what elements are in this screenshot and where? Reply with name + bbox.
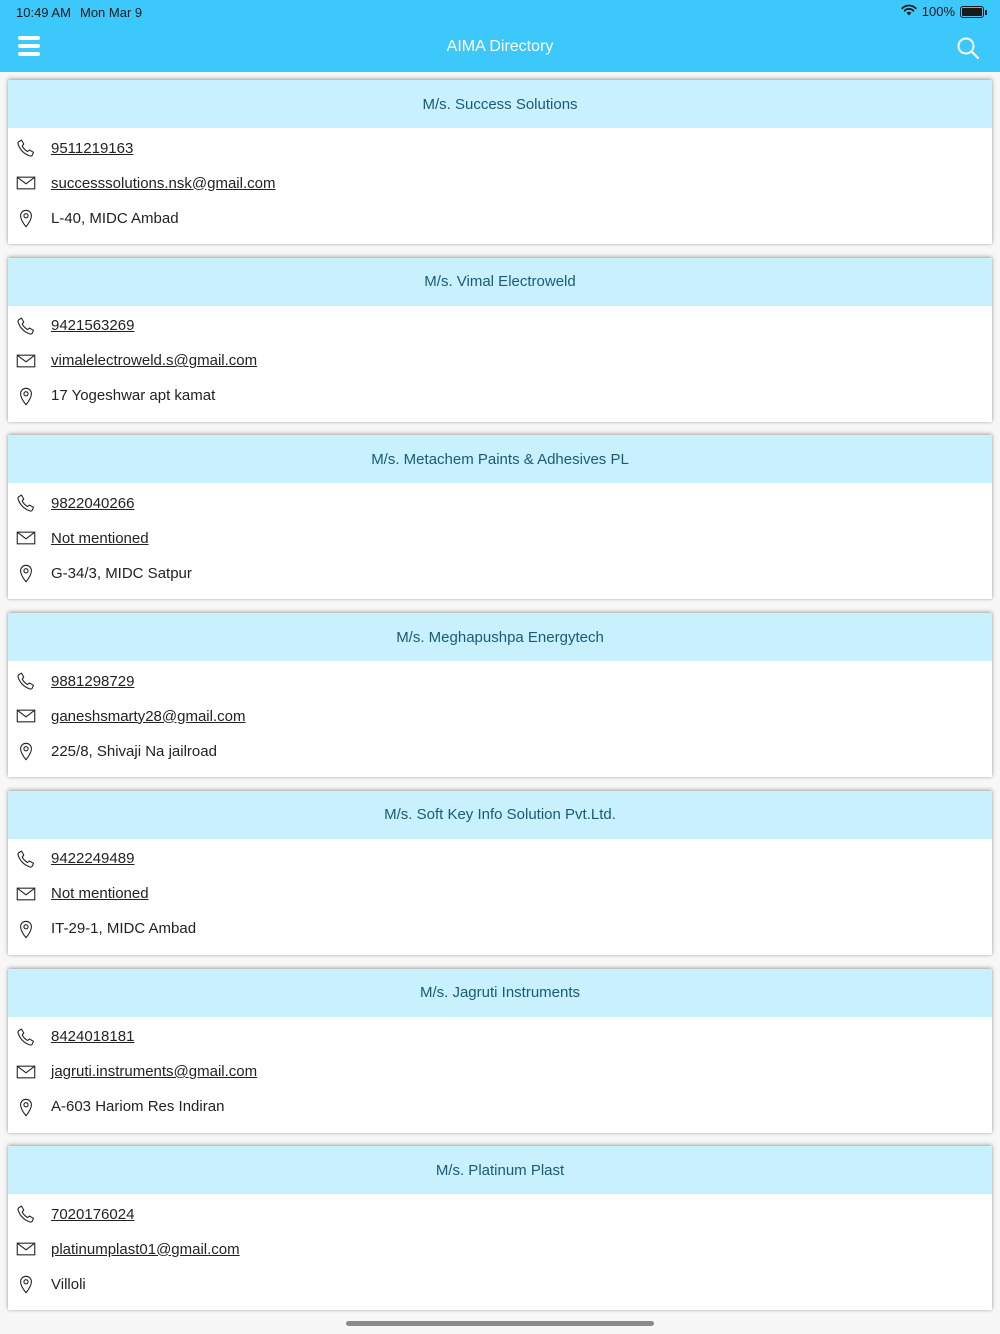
phone-link[interactable]: 8424018181 xyxy=(51,1028,135,1045)
contact-card[interactable] xyxy=(8,969,992,1133)
phone-link[interactable]: 9881298729 xyxy=(51,672,135,690)
contact-card[interactable] xyxy=(8,1146,992,1310)
wifi-icon xyxy=(901,4,917,19)
address-row xyxy=(16,1272,86,1296)
phone-row xyxy=(16,136,133,160)
envelope-icon xyxy=(16,173,36,193)
envelope-icon xyxy=(16,1239,36,1259)
company-name: M/s. Meghapushpa Energytech xyxy=(8,613,992,661)
contact-card[interactable] xyxy=(8,258,992,422)
phone-icon xyxy=(16,1027,36,1047)
page-title: AIMA Directory xyxy=(446,38,554,55)
address-text: IT-29-1, MIDC Ambad xyxy=(51,920,197,938)
phone-icon xyxy=(16,849,36,869)
email-row xyxy=(16,349,257,373)
company-name: M/s. Success Solutions xyxy=(8,80,992,128)
battery-percent: 100% xyxy=(921,4,955,19)
envelope-icon xyxy=(16,1062,36,1082)
phone-row xyxy=(16,314,134,338)
email-row xyxy=(16,526,149,550)
phone-row xyxy=(16,847,134,871)
battery-icon xyxy=(960,6,984,18)
location-pin-icon xyxy=(16,208,36,228)
contact-card[interactable] xyxy=(8,80,992,244)
status-right xyxy=(901,4,984,19)
home-indicator[interactable] xyxy=(346,1321,654,1326)
phone-row xyxy=(16,1202,134,1226)
email-row xyxy=(16,1060,257,1084)
email-row xyxy=(16,171,275,195)
company-name: M/s. Platinum Plast xyxy=(8,1146,992,1194)
phone-row xyxy=(16,1025,134,1049)
company-name: M/s. Metachem Paints & Adhesives PL xyxy=(8,435,992,483)
envelope-icon xyxy=(16,351,36,371)
phone-link[interactable]: 9511219163 xyxy=(51,139,134,157)
nav-bar xyxy=(0,24,1000,72)
address-text: 17 Yogeshwar apt kamat xyxy=(51,387,216,405)
phone-link[interactable]: 7020176024 xyxy=(51,1205,135,1223)
address-text: L-40, MIDC Ambad xyxy=(51,209,179,227)
phone-row xyxy=(16,491,134,515)
phone-link[interactable]: 9822040266 xyxy=(51,494,135,512)
location-pin-icon xyxy=(16,1097,36,1117)
company-name: M/s. Jagruti Instruments xyxy=(8,969,992,1017)
phone-icon xyxy=(16,671,36,691)
status-time: 10:49 AM xyxy=(16,5,71,20)
location-pin-icon xyxy=(16,563,36,583)
envelope-icon xyxy=(16,706,36,726)
email-link[interactable]: successsolutions.nsk@gmail.com xyxy=(51,174,276,192)
status-bar xyxy=(0,0,1000,24)
address-row xyxy=(16,384,215,408)
address-row xyxy=(16,206,179,230)
location-pin-icon xyxy=(16,386,36,406)
phone-link[interactable]: 9422249489 xyxy=(51,850,135,868)
envelope-icon xyxy=(16,884,36,904)
location-pin-icon xyxy=(16,1274,36,1294)
address-text: Villoli xyxy=(51,1275,86,1293)
address-text: A-603 Hariom Res Indiran xyxy=(51,1098,225,1115)
contact-card[interactable] xyxy=(8,613,992,777)
contact-card[interactable] xyxy=(8,435,992,599)
address-row xyxy=(16,917,196,941)
email-row xyxy=(16,1237,240,1261)
phone-icon xyxy=(16,493,36,513)
address-row xyxy=(16,1095,224,1119)
search-icon[interactable] xyxy=(956,36,980,60)
address-row xyxy=(16,739,217,763)
phone-link[interactable]: 9421563269 xyxy=(51,317,135,335)
address-text: 225/8, Shivaji Na jailroad xyxy=(51,742,217,760)
status-date: Mon Mar 9 xyxy=(80,5,143,20)
contact-list[interactable] xyxy=(0,72,1000,1334)
email-link[interactable]: jagruti.instruments@gmail.com xyxy=(51,1063,258,1080)
company-name: M/s. Soft Key Info Solution Pvt.Ltd. xyxy=(8,791,992,839)
email-row xyxy=(16,882,149,906)
email-row xyxy=(16,704,245,728)
envelope-icon xyxy=(16,528,36,548)
battery-fill xyxy=(962,8,982,16)
contact-card[interactable] xyxy=(8,791,992,955)
phone-row xyxy=(16,669,134,693)
phone-icon xyxy=(16,138,36,158)
email-link[interactable]: platinumplast01@gmail.com xyxy=(51,1240,240,1258)
phone-icon xyxy=(16,316,36,336)
company-name: M/s. Vimal Electroweld xyxy=(8,258,992,306)
location-pin-icon xyxy=(16,741,36,761)
email-link[interactable]: vimalelectroweld.s@gmail.com xyxy=(51,352,258,370)
location-pin-icon xyxy=(16,919,36,939)
email-link[interactable]: ganeshsmarty28@gmail.com xyxy=(51,707,246,725)
email-link[interactable]: Not mentioned xyxy=(51,885,149,903)
address-row xyxy=(16,561,192,585)
phone-icon xyxy=(16,1204,36,1224)
email-link[interactable]: Not mentioned xyxy=(51,529,149,547)
address-text: G-34/3, MIDC Satpur xyxy=(51,564,192,582)
